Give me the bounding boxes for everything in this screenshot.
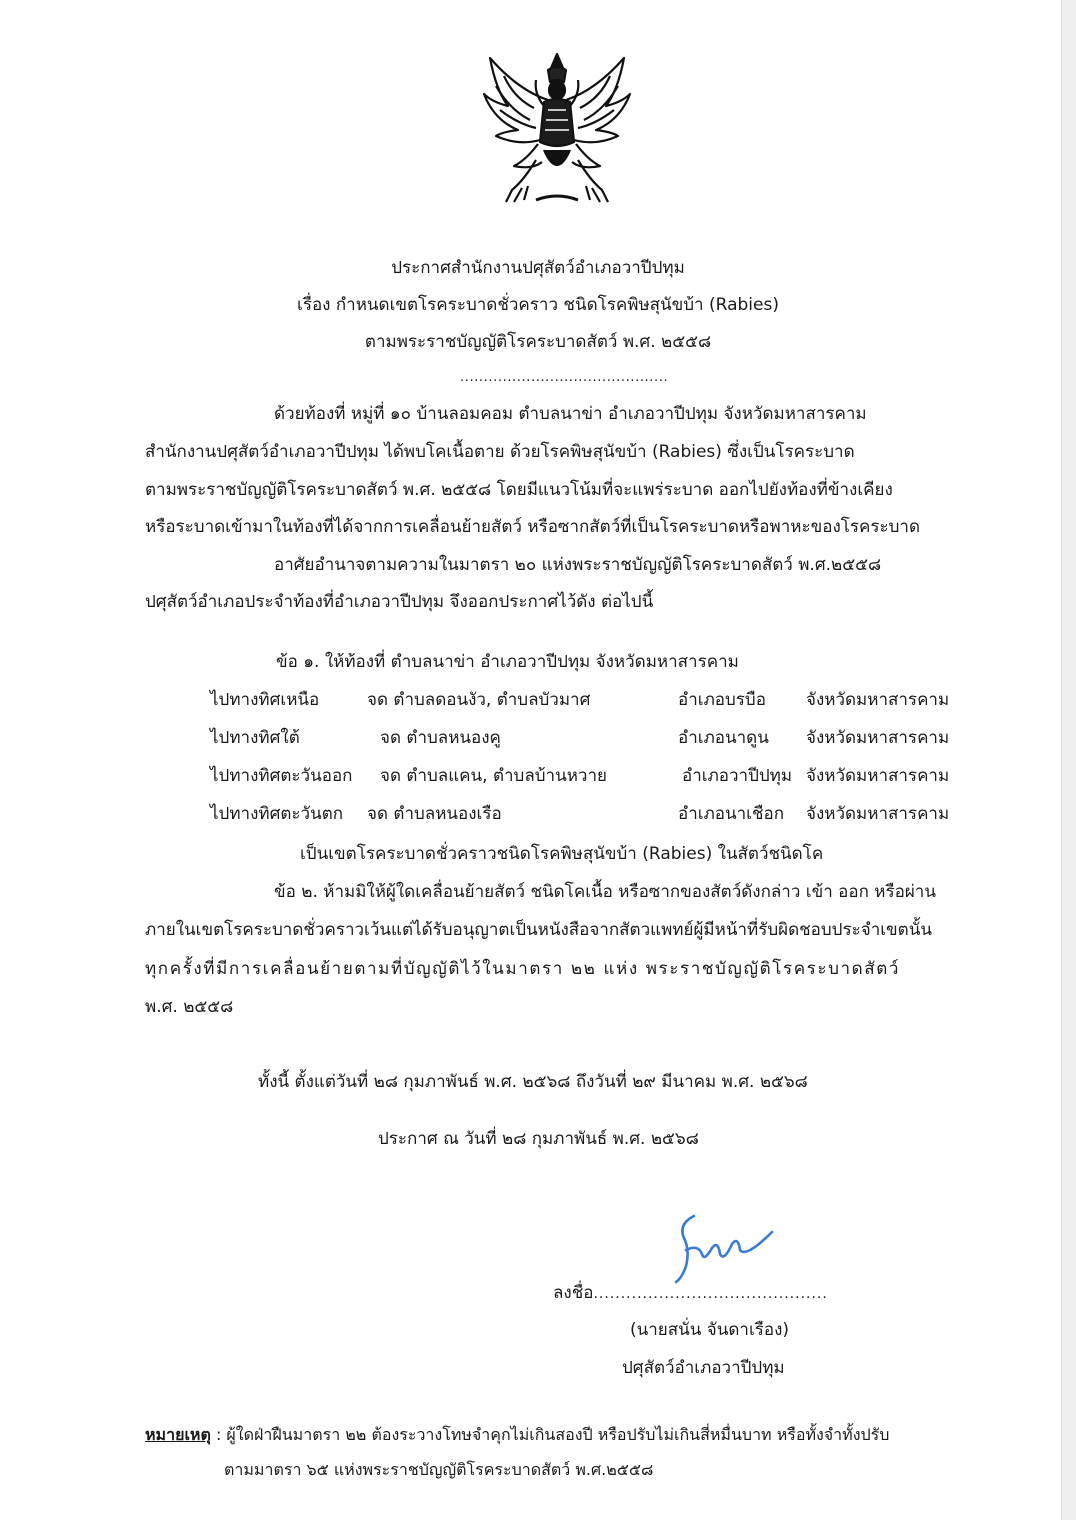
announcement-act: ตามพระราชบัญญัติโรคระบาดสัตว์ พ.ศ. ๒๕๕๘ (364, 332, 712, 352)
garuda-emblem (478, 50, 636, 210)
footnote-label: หมายเหตุ (145, 1425, 211, 1444)
boundary-direction: ไปทางทิศตะวันออก (210, 766, 353, 786)
boundary-province: จังหวัดมหาสารคาม (806, 804, 950, 824)
boundary-to: จด ตำบลหนองเรือ (367, 804, 502, 824)
boundary-to: จด ตำบลแคน, ตำบลบ้านหวาย (380, 766, 607, 786)
page-edge (1061, 0, 1076, 1520)
clause-1-tail: เป็นเขตโรคระบาดชั่วคราวชนิดโรคพิษสุนัขบ้า (Rabies) ในสัตว์ชนิดโค (300, 844, 824, 864)
boundary-district: อำเภอวาปีปทุม (682, 766, 793, 786)
boundary-province: จังหวัดมหาสารคาม (806, 766, 950, 786)
boundary-district: อำเภอบรบือ (678, 690, 766, 710)
effective-period: ทั้งนี้ ตั้งแต่วันที่ ๒๘ กุมภาพันธ์ พ.ศ. ๒๕๖๘ ถึงวันที่ ๒๙ มีนาคม พ.ศ. ๒๕๖๘ (258, 1072, 808, 1092)
body-line: อาศัยอำนาจตามความในมาตรา ๒๐ แห่งพระราชบัญญัติโรคระบาดสัตว์ พ.ศ.๒๕๕๘ (274, 555, 882, 575)
footnote-text: : ผู้ใดฝ่าฝืนมาตรา ๒๒ ต้องระวางโทษจำคุกไม่เกินสองปี หรือปรับไม่เกินสี่หมื่นบาท หรือทั้งจำทั้งปรับ (210, 1425, 890, 1444)
body-line: ด้วยท้องที่ หมู่ที่ ๑๐ บ้านลอมคอม ตำบลนาข่า อำเภอวาปีปทุม จังหวัดมหาสารคาม (274, 404, 867, 424)
sign-dots: ........................................... (593, 1286, 828, 1302)
sign-label: ลงชื่อ (553, 1283, 594, 1303)
body-line: หรือระบาดเข้ามาในท้องที่ได้จากการเคลื่อนย้ายสัตว์ หรือซากสัตว์ที่เป็นโรคระบาดหรือพาหะของโรคระบาด (145, 517, 921, 537)
body-line: สำนักงานปศุสัตว์อำเภอวาปีปทุม ได้พบโคเนื้อตาย ด้วยโรคพิษสุนัขบ้า (Rabies) ซึ่งเป็นโรคระบาด (145, 442, 855, 462)
body-line: พ.ศ. ๒๕๕๘ (145, 997, 234, 1017)
boundary-direction: ไปทางทิศใต้ (210, 728, 300, 748)
body-line: ข้อ ๒. ห้ามมิให้ผู้ใดเคลื่อนย้ายสัตว์ ชนิดโคเนื้อ หรือซากของสัตว์ดังกล่าว เข้า ออก หรือผ่าน (274, 882, 936, 902)
signer-name: (นายสนั่น จันดาเรือง) (630, 1320, 790, 1340)
body-line: ตามพระราชบัญญัติโรคระบาดสัตว์ พ.ศ. ๒๕๕๘ โดยมีแนวโน้มที่จะแพร่ระบาด ออกไปยังท้องที่ข้างเคียง (145, 480, 893, 500)
footnote-continuation: ตามมาตรา ๖๕ แห่งพระราชบัญญัติโรคระบาดสัตว์ พ.ศ.๒๕๕๘ (224, 1460, 654, 1479)
announcement-title: ประกาศสำนักงานปศุสัตว์อำเภอวาปีปทุม (391, 258, 685, 278)
boundary-direction: ไปทางทิศตะวันตก (210, 804, 344, 824)
boundary-direction: ไปทางทิศเหนือ (210, 690, 320, 710)
handwritten-signature (668, 1210, 780, 1288)
body-line: ทุกครั้งที่มีการเคลื่อนย้ายตามที่บัญญัติไว้ในมาตรา ๒๒ แห่ง พระราชบัญญัติโรคระบาดสัตว์ (145, 959, 901, 979)
boundary-province: จังหวัดมหาสารคาม (806, 690, 950, 710)
clause-1-intro: ข้อ ๑. ให้ท้องที่ ตำบลนาข่า อำเภอวาปีปทุม จังหวัดมหาสารคาม (276, 652, 739, 672)
signer-position: ปศุสัตว์อำเภอวาปีปทุม (622, 1358, 785, 1378)
announcement-date: ประกาศ ณ วันที่ ๒๘ กุมภาพันธ์ พ.ศ. ๒๕๖๘ (378, 1129, 699, 1149)
boundary-to: จด ตำบลหนองคู (380, 728, 501, 748)
signature-line (553, 1281, 828, 1306)
footnote (145, 1423, 889, 1447)
title-divider: ............................................ (460, 370, 669, 385)
boundary-district: อำเภอนาดูน (678, 728, 769, 748)
announcement-subject: เรื่อง กำหนดเขตโรคระบาดชั่วคราว ชนิดโรคพิษสุนัขบ้า (Rabies) (297, 295, 779, 315)
boundary-table (210, 688, 970, 838)
body-line: ปศุสัตว์อำเภอประจำท้องที่อำเภอวาปีปทุม จึงออกประกาศไว้ดัง ต่อไปนี้ (145, 592, 654, 612)
body-line: ภายในเขตโรคระบาดชั่วคราวเว้นแต่ได้รับอนุญาตเป็นหนังสือจากสัตวแพทย์ผู้มีหน้าที่รับผิดชอบประจำเขตนั้น (145, 920, 932, 940)
boundary-district: อำเภอนาเชือก (678, 804, 785, 824)
boundary-province: จังหวัดมหาสารคาม (806, 728, 950, 748)
boundary-to: จด ตำบลดอนงัว, ตำบลบัวมาศ (367, 690, 591, 710)
